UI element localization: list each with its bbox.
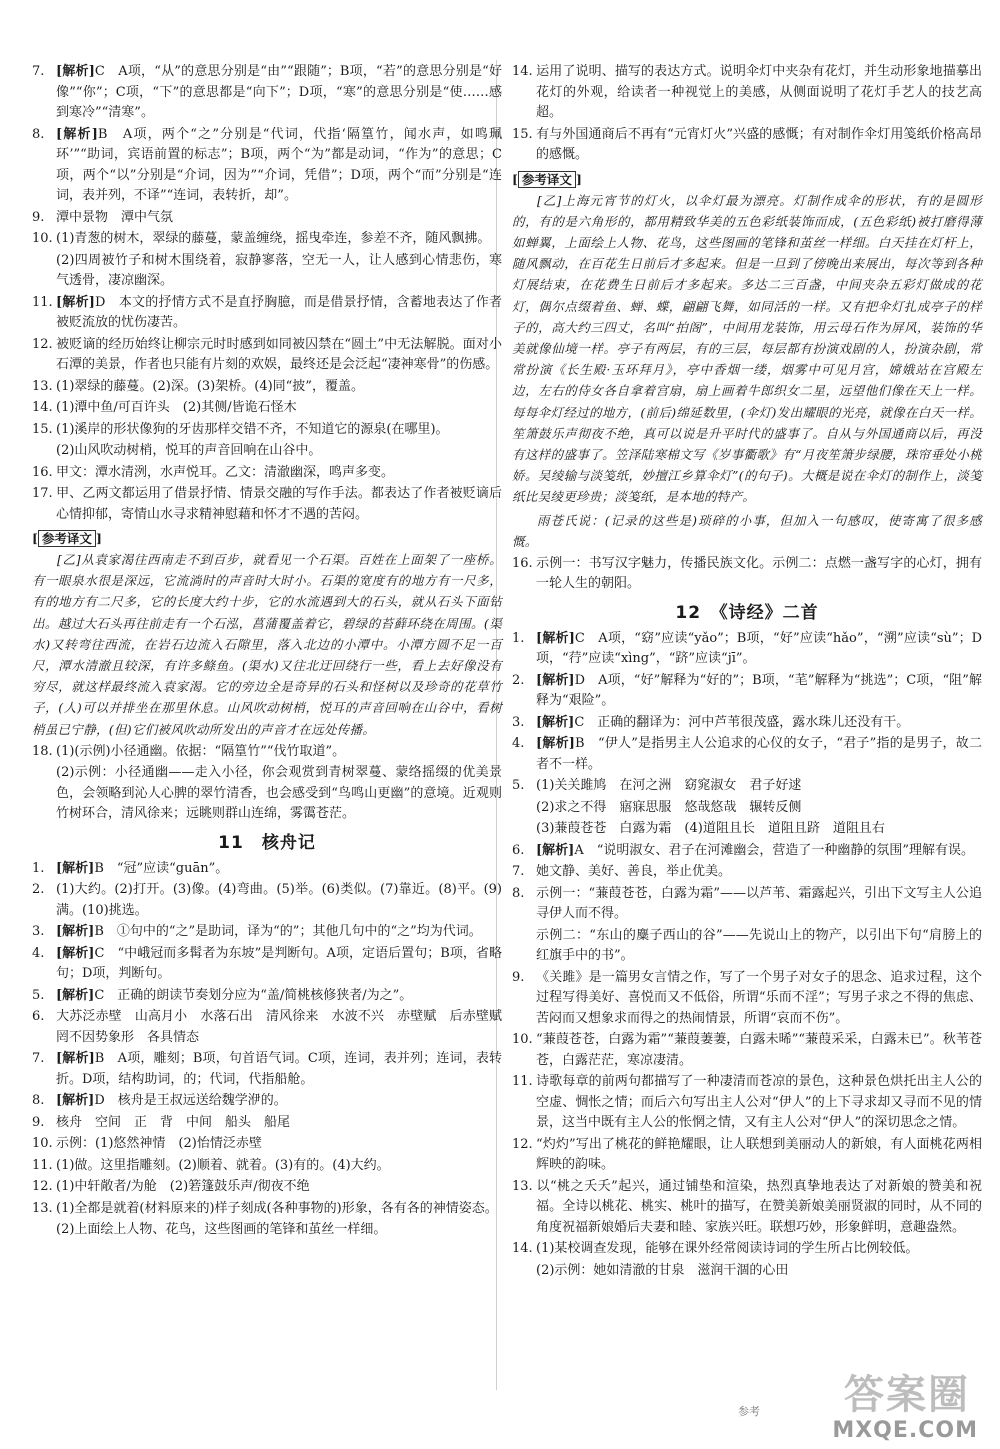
answer-text: C 正确的翻译为：河中芦苇很茂盛，露水珠儿还没有干。 <box>574 714 910 730</box>
answer-item <box>32 335 502 376</box>
answer-number: 6. <box>512 842 525 858</box>
answer-text: A “说明淑女、君子在河滩幽会，营造了一种幽静的氛围”理解有误。 <box>574 842 974 858</box>
answer-item <box>512 1072 982 1134</box>
reference-translation-note: 雨苍氏说：(记录的这些是)琐碎的小事，但加入一句感叹，使寄寓了很多感慨。 <box>512 512 982 549</box>
answer-item <box>512 1030 982 1071</box>
answer-item <box>32 1007 516 1048</box>
analysis-tag: [解析] <box>536 672 575 688</box>
answer-text: 甲、乙两文都运用了借景抒情、情景交融的写作手法。都表达了作者被贬谪后心情抑郁，寄情山水寻求精神慰藉和怀才不遇的苦闷。 <box>56 486 502 522</box>
answer-number: 9. <box>32 1114 45 1130</box>
answer-item <box>512 819 982 840</box>
answer-text: (1)翠绿的藤蔓。(2)深。(3)架桥。(4)同“披”，覆盖。 <box>56 378 364 394</box>
answer-number: 4. <box>32 945 45 961</box>
answer-number: 1. <box>512 630 525 646</box>
answer-item <box>512 798 982 819</box>
analysis-tag: [解析] <box>536 736 575 752</box>
analysis-tag: [解析] <box>56 1051 95 1067</box>
answer-text: (1)某校调查发现，能够在课外经常阅读诗词的学生所占比例较低。 <box>536 1241 919 1257</box>
answer-item <box>32 251 502 292</box>
answer-item <box>32 441 502 462</box>
answer-number: 9. <box>32 209 45 225</box>
answer-text: (1)青葱的树木，翠绿的藤蔓，蒙盖缠绕，摇曳牵连，参差不齐，随风飘拂。 <box>56 231 491 246</box>
answer-number: 4. <box>512 736 525 752</box>
answer-text: (1)溪岸的形状像狗的牙齿那样交错不齐，不知道它的源泉(在哪里)。 <box>56 421 449 437</box>
answer-number: 18. <box>32 743 53 759</box>
answer-number: 12. <box>32 336 53 352</box>
answer-number: 11. <box>32 294 53 310</box>
answer-item <box>512 62 982 124</box>
answer-number: 10. <box>32 231 53 246</box>
answer-item <box>32 420 502 441</box>
answer-number: 13. <box>32 378 53 394</box>
analysis-tag: [解析] <box>56 294 95 310</box>
watermark-url: MXQE.COM <box>832 1418 978 1443</box>
answer-item <box>512 884 982 925</box>
analysis-tag: [解析] <box>56 987 95 1003</box>
reference-translation-heading: [ 参考译文 ] <box>32 531 102 546</box>
answer-number: 8. <box>32 126 45 142</box>
answer-list <box>32 62 502 525</box>
answer-text: (1)全都是就着(材料原来的)样子刻成(各种事物的)形象，各有各的神情姿态。 <box>56 1200 498 1216</box>
answer-text: 诗歌每章的前两句都描写了一种凄清而苍凉的景色，这种景色烘托出主人公的空虚、惆怅之情；而后六句写出主人公对“伊人”的上下寻求却又寻而不见的情景，这当中既有主人公的怅惘之情，又有主人公对“伊人”的深切思念之情。 <box>536 1074 982 1131</box>
analysis-tag: [解析] <box>56 64 95 79</box>
answer-text: 以“桃之夭夭”起兴，通过铺垫和渲染，热烈真挚地表达了对新娘的赞美和祝福。全诗以桃花、桃实、桃叶的描写，在赞美新娘美丽贤淑的同时，从不同的角度祝福新娘婚后夫妻和睦、家族兴旺。联想巧妙，形象鲜明，意趣盎然。 <box>536 1178 982 1235</box>
answer-item <box>512 862 982 883</box>
answer-text: D A项，“好”解释为“好的”；B项，“芼”解释为“挑选”；C项，“阻”解释为“艰险”。 <box>536 672 982 709</box>
answer-text: (1)关关雎鸠 在河之洲 窈窕淑女 君子好逑 <box>536 778 802 794</box>
answer-number: 14. <box>512 64 533 79</box>
answer-item <box>32 1113 502 1134</box>
answer-number: 12. <box>512 1136 533 1152</box>
answer-item <box>32 742 502 763</box>
answer-item <box>512 713 982 734</box>
answer-item <box>512 1177 982 1239</box>
answer-text: B A项，两个“之”分别是“代词，代指‘隔篁竹，闻水声，如鸣珮环’”“助词，宾语前置的标志”；B项，两个“为”都是动词，“作为”的意思；C项，两个“以”分别是“介词，因为”“介词，凭借”；D项，两个“而”分别是“连词，表并列，不译”“连词，表转折，却”。 <box>56 126 502 203</box>
answer-item <box>32 1091 502 1112</box>
answer-number: 10. <box>512 1032 533 1048</box>
answer-text: (2)山风吹动树梢，悦耳的声音回响在山谷中。 <box>56 443 322 458</box>
answer-number: 8. <box>32 1093 45 1109</box>
answer-text: B A项，雕刻；B项，句首语气词。C项，连词，表并列；连词，表转折。D项，结构助词，的；代词，代指船舱。 <box>56 1051 502 1087</box>
answer-list <box>512 554 982 595</box>
answer-item <box>32 859 502 880</box>
answer-number: 2. <box>32 882 45 898</box>
left-column <box>32 62 516 1242</box>
answer-text: 核舟 空间 正 背 中间 船头 船尾 <box>56 1114 291 1130</box>
answer-text: 有与外国通商后不再有“元宵灯火”兴盛的感慨；有对制作伞灯用笺纸价格高昂的感慨。 <box>536 126 982 162</box>
answer-text: C “中峨冠而多髯者为东坡”是判断句。A项，定语后置句；B项，省略句；D项，判断句。 <box>56 945 502 982</box>
answer-item <box>32 944 502 985</box>
answer-text: (1)潭中鱼/可百许头 (2)其侧/皆诡石怪木 <box>56 400 297 415</box>
answer-item <box>32 1156 502 1177</box>
answer-number: 7. <box>512 864 525 880</box>
answer-item <box>32 398 502 419</box>
section-title: 11 核舟记 <box>218 832 316 853</box>
analysis-tag: [解析] <box>56 924 95 940</box>
answer-list <box>32 859 516 1241</box>
right-column <box>512 62 982 1282</box>
analysis-tag: [解析] <box>536 842 575 858</box>
answer-number: 5. <box>32 987 45 1003</box>
answer-text: 甲文：潭水清洌，水声悦耳。乙文：清澈幽深，鸣声多变。 <box>56 464 395 480</box>
answer-item <box>512 926 982 967</box>
answer-item <box>32 1220 502 1241</box>
answer-number: 8. <box>512 885 525 901</box>
answer-item <box>32 1134 502 1155</box>
answer-number: 14. <box>512 1241 533 1257</box>
answer-text: D 核舟是王叔远送给魏学洢的。 <box>94 1093 287 1109</box>
answer-number: 16. <box>512 555 533 571</box>
answer-list <box>512 629 982 1282</box>
answer-text: (2)示例：小径通幽——走入小径，你会观赏到青树翠蔓、蒙络摇缀的优美景色，会领略到沁人心脾的翠竹清香，也会感受到“鸟鸣山更幽”的意境。近观则竹树环合，清风徐来；远眺则群山连绵，雾霭苍茫。 <box>56 765 502 822</box>
answer-item <box>32 208 502 229</box>
answer-text: B ①句中的“之”是助词，译为“的”；其他几句中的“之”均为代词。 <box>94 924 482 940</box>
answer-text: (1)(示例)小径通幽。依据：“隔篁竹”“伐竹取道”。 <box>56 743 346 759</box>
answer-text: “灼灼”写出了桃花的鲜艳耀眼，让人联想到美丽动人的新娘，有人面桃花两相辉映的韵味。 <box>536 1136 982 1173</box>
answer-text: (2)示例：她如清澈的甘泉 滋润干涸的心田 <box>536 1262 789 1278</box>
section-title: 12 《诗经》二首 <box>675 602 819 623</box>
answer-text: “蒹葭苍苍，白露为霜”“蒹葭萋萋，白露未晞”“蒹葭采采，白露未已”。秋苇苍苍，白露茫茫，寒凉凄清。 <box>536 1032 982 1068</box>
answer-number: 12. <box>32 1179 53 1195</box>
answer-item <box>32 986 502 1007</box>
answer-number: 17. <box>32 486 53 501</box>
answer-item <box>512 1239 982 1260</box>
site-watermark <box>758 1363 978 1443</box>
answer-number: 5. <box>512 778 525 794</box>
page-footer-label: 参考 <box>738 1405 760 1418</box>
answer-item <box>512 734 982 775</box>
answer-item <box>32 62 502 124</box>
answer-text: B “伊人”是指男主人公追求的心仪的女子，“君子”指的是男子，故二者不一样。 <box>536 736 982 772</box>
answer-text: 示例一：书写汉字魅力，传播民族文化。示例二：点燃一盏写字的心灯，拥有一轮人生的朝阳。 <box>536 555 982 592</box>
answer-text: 示例二：“东山的麋子西山的谷”——先说山上的物产，以引出下句“肩膀上的红旗手中的书”。 <box>536 927 982 964</box>
answer-text: C A项，“窈”应读“yǎo”；B项，“好”应读“hǎo”，“溯”应读“sù”；D项，“荇”应读“xìng”，“跻”应读“jī”。 <box>536 630 982 667</box>
answer-item <box>32 377 502 398</box>
answer-text: 潭中景物 潭中气氛 <box>56 209 174 225</box>
answer-text: 大苏泛赤壁 山高月小 水落石出 清风徐来 水波不兴 赤壁赋 后赤壁赋 罔不因势象形 各具情态 <box>56 1009 516 1045</box>
answer-text: 运用了说明、描写的表达方式。说明伞灯中夹杂有花灯，并生动形象地描摹出花灯的外观，给读者一种视觉上的美感，从侧面说明了花灯手艺人的技艺高超。 <box>536 64 982 120</box>
answer-item <box>32 484 502 525</box>
answer-number: 1. <box>32 860 45 876</box>
answer-item <box>512 125 982 166</box>
answer-text: D 本文的抒情方式不是直抒胸臆，而是借景抒情，含蓄地表达了作者被贬流放的忧伤凄苦。 <box>56 294 502 330</box>
analysis-tag: [解析] <box>56 860 95 876</box>
answer-text: (2)四周被竹子和树木围绕着，寂静寥落，空无一人，让人感到心情悲伤，寒气透骨，凄凉幽深。 <box>56 252 502 288</box>
answer-item <box>32 125 502 207</box>
answer-item <box>512 629 982 670</box>
answer-list <box>512 62 982 166</box>
answer-number: 16. <box>32 464 53 480</box>
answer-text: B “冠”应读“guān”。 <box>94 860 229 876</box>
answer-item <box>32 293 502 334</box>
reference-translation: [乙]从袁家渴往西南走不到百步，就看见一个石渠。百姓在上面架了一座桥。有一眼泉水很是深远，它流淌时的声音时大时小。石渠的宽度有的地方有一尺多，有的地方有二尺多，它的长度大约十步，它的水流遇到大的石头，就从石头下面钻出。越过大石头再往前走有一个石泓，菖蒲覆盖着它，碧绿的苔藓环绕在周围。(渠水)又转弯往西流，在岩石边流入石隙里，落入北边的小潭中。小潭方圆不足一百尺，潭水清澈且较深，有许多鲦鱼。(渠水)又往北迂回绕行一些，看上去好像没有穷尽，就这样最终流入袁家渴。它的旁边全是奇异的石头和怪树以及珍奇的花草竹子，(人)可以并排坐在那里休息。山风吹动树梢，悦耳的声音回响在山谷中，看树梢虽已宁静，(但)它们被风吹动所发出的声音才在远处传播。 <box>32 552 502 737</box>
answer-item <box>32 463 502 484</box>
answer-number: 7. <box>32 1051 45 1067</box>
answer-text: 被贬谪的经历始终让柳宗元时时感到如同被囚禁在“圆土”中无法解脱。面对小石潭的美景，作者也只能有片刻的欢娱，最终还是会泛起“凄神寒骨”的伤感。 <box>56 336 502 372</box>
reference-translation-heading: [ 参考译文 ] <box>512 171 582 187</box>
analysis-tag: [解析] <box>56 126 98 142</box>
reference-translation: [乙]上海元宵节的灯火，以伞灯最为漂亮。灯制作成伞的形状，有的是圆形的，有的是六角形的，都用精致华美的五色彩纸装饰而成，(五色彩纸)被打磨得薄如蝉翼，上面绘上人物、花鸟，这些图画的笔锋和茧丝一样细。白天挂在灯杆上，随风飘动，在百花生日前后才多起来。但是一旦到了傍晚出来展出，每次等到各种灯展结束，在花费生日前后才多起来。多达二三百盏，中间夹杂五彩灯做成的花灯，偶尔点缀着鱼、蝉、蝶，翩翩飞舞，如同活的一样。又有把伞灯扎成亭子的样子的，高大约三四丈，名叫“拍阁”，中间用龙装饰，用云母石作为屏风，装饰的华美就像仙境一样。亭子有两层，有的三层，每层都有扮演戏剧的人，扮演杂剧，常常扮演《长生殿·玉环拜月》，亭中香烟一缕，烟雾中可见月宫，嫦娥站在宫殿左边，左右的侍女各自拿着宫扇，扇上画着牛郎织女二星，远望他们像在天上一样。每每伞灯经过的地方，(前后)绵延数里，(伞灯)发出耀眼的光亮，就像在白天一样。笙箫鼓乐声彻夜不绝，真可以说是升平时代的盛事了。自从与外国通商以后，再没有这样的盛事了。笠泽陆寒棉文写《岁事衢歌》有“月夜笙箫步绿腰，珠帘垂处小桃娇。吴绫输与淡笺纸，妙擅江乡算伞灯”(的句子)。大概是说在伞灯的制作上，淡笺纸比吴绫更珍贵；淡笺纸，是本地的特产。 <box>512 192 982 505</box>
analysis-tag: [解析] <box>56 1093 95 1109</box>
answer-text: 示例一：“蒹葭苍苍，白露为霜”——以芦苇、霜露起兴，引出下文写主人公追寻伊人而不得。 <box>536 885 982 922</box>
answer-item <box>512 776 982 797</box>
analysis-tag: [解析] <box>56 945 95 961</box>
answer-number: 6. <box>32 1009 45 1025</box>
answer-number: 14. <box>32 400 53 415</box>
answer-text: (2)上面绘上人物、花鸟，这些图画的笔锋和茧丝一样细。 <box>56 1222 387 1238</box>
answer-number: 13. <box>512 1178 533 1194</box>
answer-number: 3. <box>512 714 525 730</box>
answer-item <box>32 922 502 943</box>
answer-text: 她文静、美好、善良，举止优美。 <box>536 864 732 880</box>
answer-text: (3)蒹葭苍苍 白露为霜 (4)道阻且长 道阻且跻 道阻且右 <box>536 821 885 837</box>
answer-number: 13. <box>32 1200 53 1216</box>
answer-number: 11. <box>32 1157 53 1173</box>
answer-item <box>512 1135 982 1176</box>
answer-number: 7. <box>32 64 45 79</box>
answer-item <box>32 1199 502 1220</box>
answer-item <box>32 229 502 250</box>
answer-number: 2. <box>512 672 525 688</box>
answer-text: 示例：(1)悠然神情 (2)怡情泛赤壁 <box>56 1136 262 1152</box>
answer-item <box>32 880 502 921</box>
analysis-tag: [解析] <box>536 714 575 730</box>
answer-item <box>512 671 982 712</box>
answer-item <box>32 1049 502 1090</box>
answer-number: 10. <box>32 1136 53 1152</box>
answer-number: 15. <box>32 421 53 437</box>
answer-item <box>32 1177 502 1198</box>
analysis-tag: [解析] <box>536 630 575 646</box>
answer-number: 11. <box>512 1074 533 1090</box>
watermark-logo-text: 答案圈 <box>844 1372 970 1418</box>
answer-text: (1)做。这里指雕刻。(2)顺着、就着。(3)有的。(4)大约。 <box>56 1157 390 1173</box>
answer-text: C 正确的朗读节奏划分应为“盖/简桃核修狭者/为之”。 <box>94 987 413 1003</box>
answer-text: 《关雎》是一篇男女言情之作，写了一个男子对女子的思念、追求过程，这个过程写得美好、喜悦而又不低俗，所谓“乐而不淫”；写男子求之不得的焦虑、苦闷而又想象求而得之的热闹情景，所谓“哀而不伤”。 <box>536 969 982 1026</box>
answer-list <box>32 742 502 825</box>
answer-item <box>512 1261 982 1282</box>
answer-item <box>512 554 982 595</box>
answer-text: (1)中轩敞者/为舱 (2)箬篷鼓乐声/彻夜不绝 <box>56 1179 310 1195</box>
answer-number: 9. <box>512 969 525 985</box>
answer-text: (1)大约。(2)打开。(3)像。(4)弯曲。(5)举。(6)类似。(7)靠近。(8)平。(9)满。(10)挑选。 <box>56 882 502 918</box>
answer-item <box>512 968 982 1030</box>
answer-text: (2)求之不得 寤寐思服 悠哉悠哉 辗转反侧 <box>536 799 802 815</box>
answer-number: 3. <box>32 924 45 940</box>
answer-item <box>32 763 502 825</box>
answer-item <box>512 841 982 862</box>
answer-number: 15. <box>512 126 533 142</box>
answer-text: C A项，“从”的意思分别是“由”“跟随”；B项，“若”的意思分别是“好像”“你”；C项，“下”的意思都是“向下”；D项，“寒”的意思分别是“使……感到寒冷”“清寒”。 <box>56 64 502 120</box>
